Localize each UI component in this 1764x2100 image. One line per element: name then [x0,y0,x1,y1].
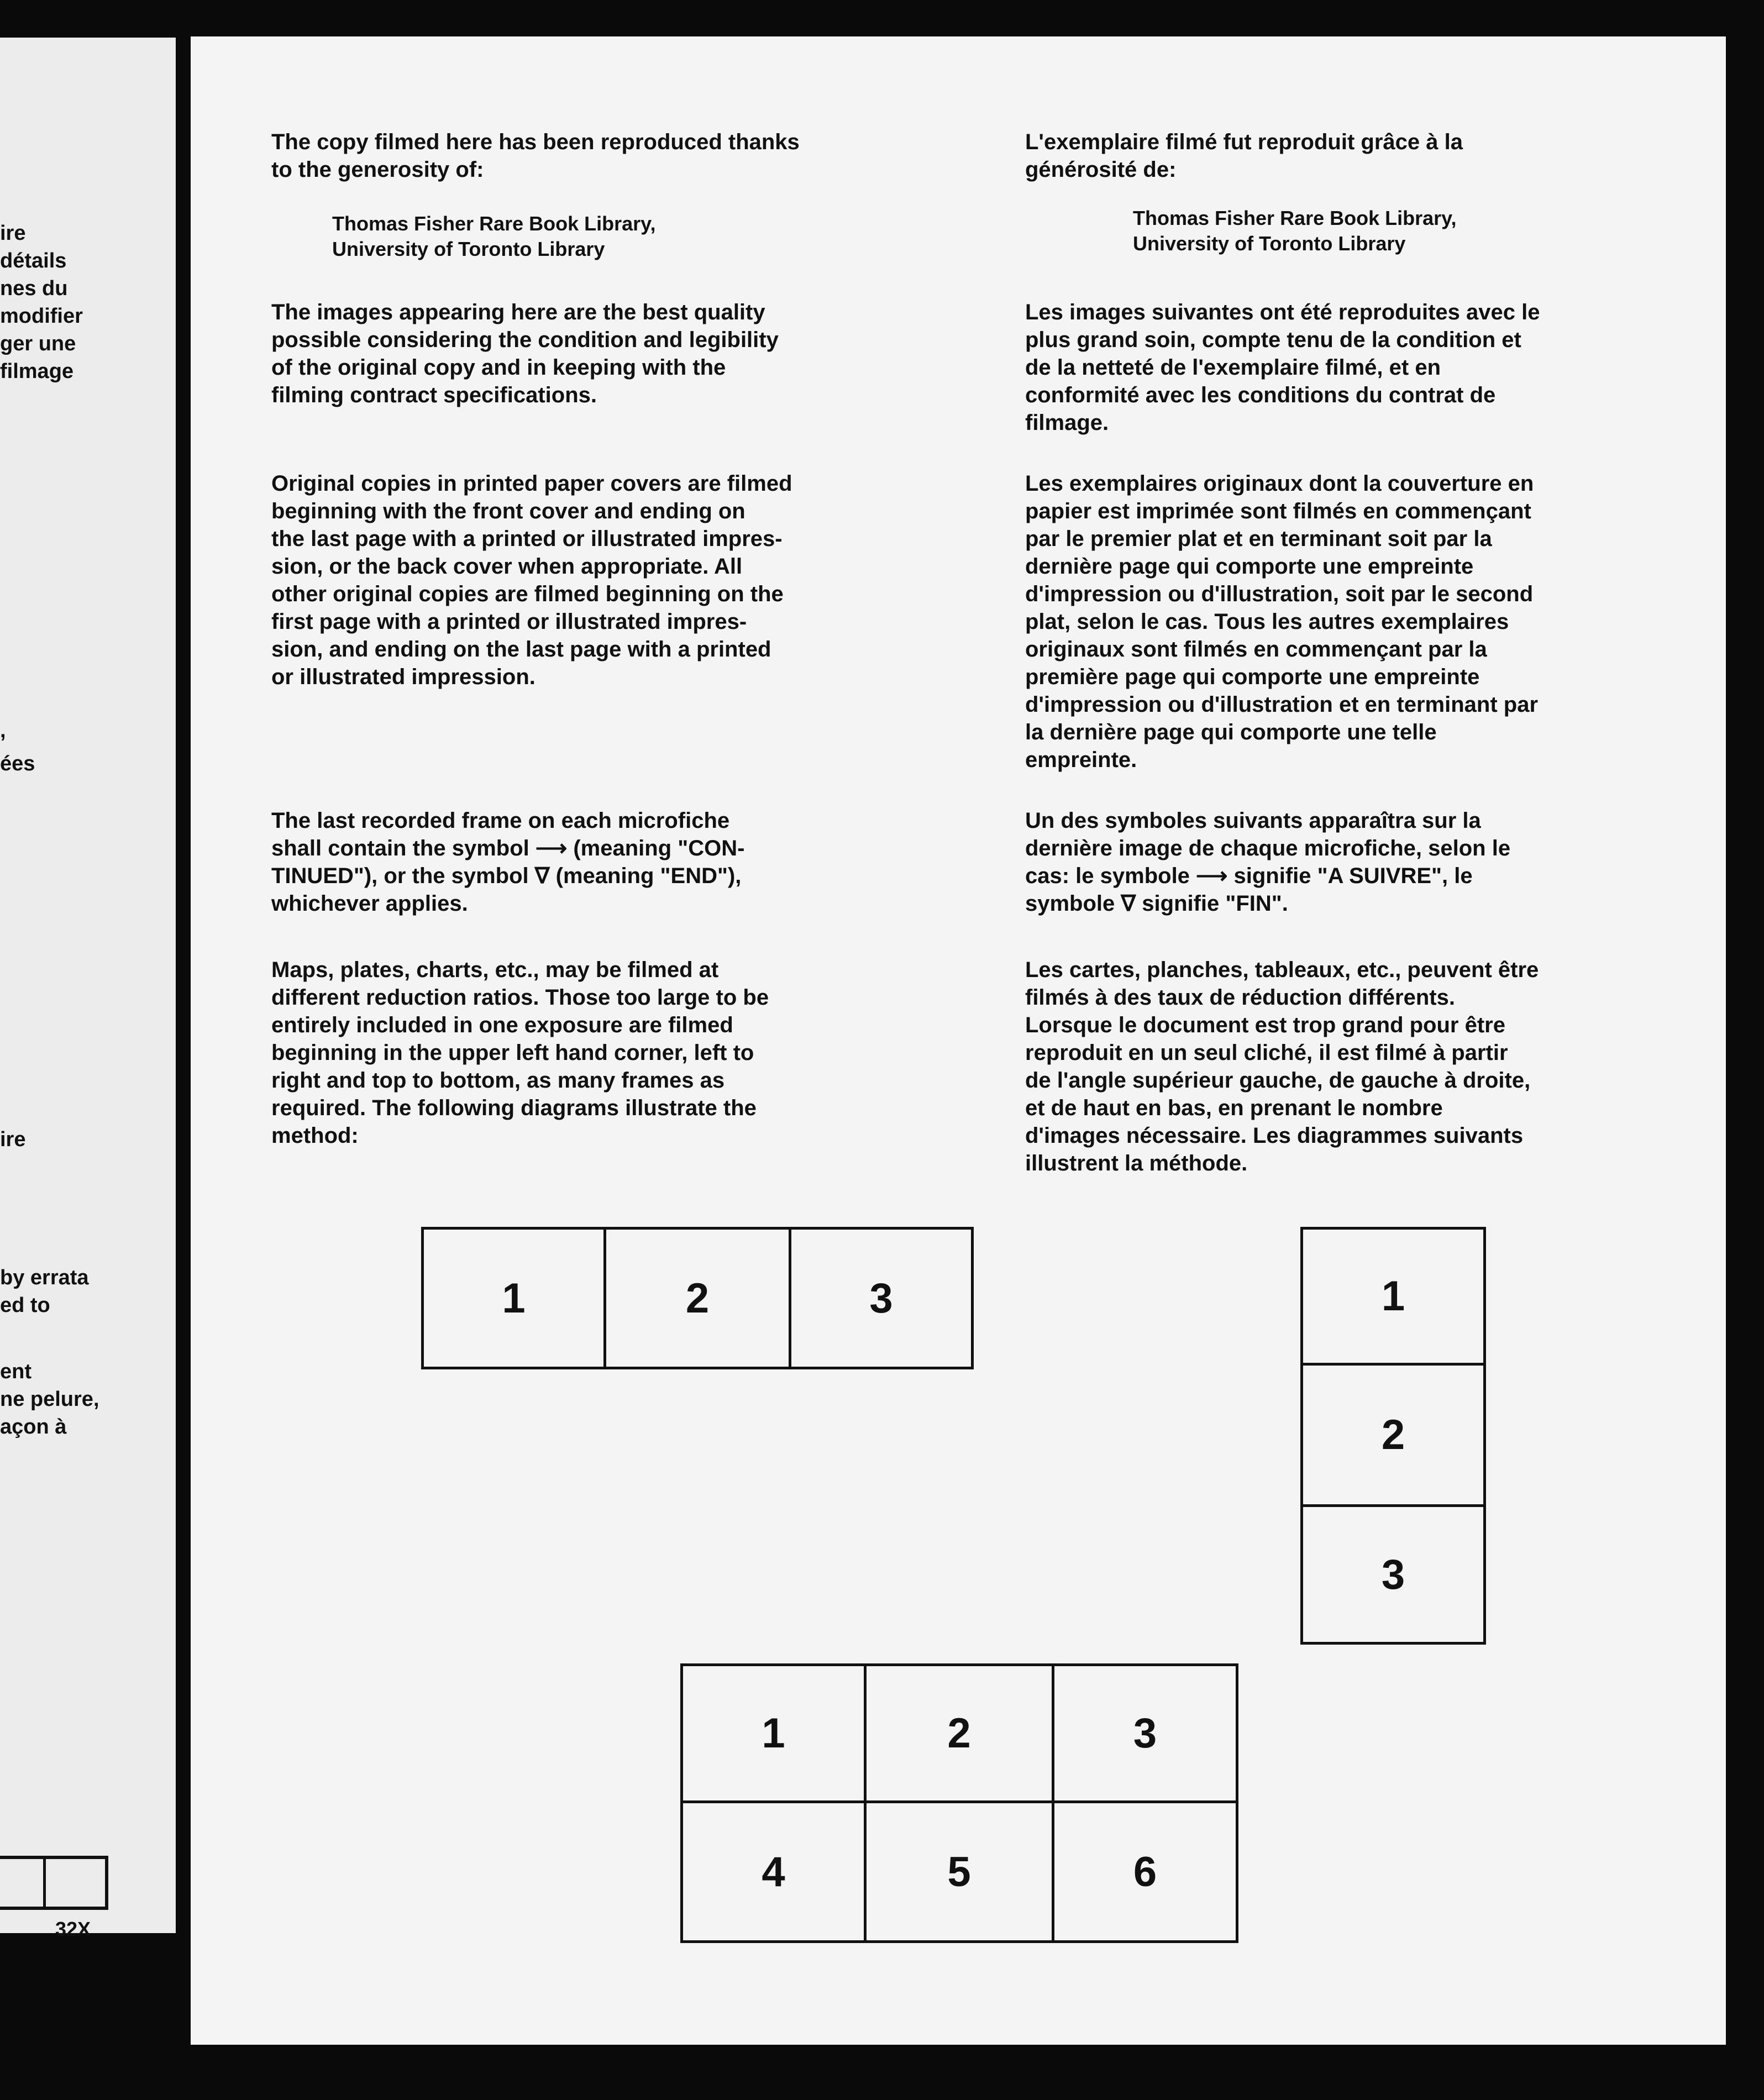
left-fragment-5: ger une [0,332,76,355]
left-fragment-4: modifier [0,305,83,328]
left-fragment-3: nes du [0,277,68,300]
left-fragment-6: filmage [0,360,74,383]
frame-cell: 6 [1133,1848,1157,1896]
frame-cell: 1 [683,1666,867,1803]
left-fragment-11: ed to [0,1294,50,1317]
horizontal-frame-diagram [421,1227,974,1369]
frame-cell: 1 [1303,1230,1483,1366]
french-symbols: Un des symboles suivants apparaîtra sur la dernière image de chaque microfiche, selon le cas: le symbole ⟶ signifie "A SUIVRE", le symbole ∇ signifie "FIN". [1025,809,1511,916]
left-fragment-12: ent [0,1360,32,1383]
frame-cell: 4 [683,1803,867,1940]
grid-frame-diagram [680,1663,1238,1943]
english-intro: The copy filmed here has been reproduced thanks to the generosity of: [271,130,800,182]
english-symbols: The last recorded frame on each microfiche shall contain the symbol ⟶ (meaning "CON- TINUED"), or the symbol ∇ (meaning "END"), whichever applies. [271,809,745,916]
frame-cell: 3 [869,1274,893,1322]
french-maps: Les cartes, planches, tableaux, etc., peuvent être filmés à des taux de réduction différents. Lorsque le document est trop grand pour être reproduit en un seul cliché, il est filmé à partir de l'angle supérieur gauche, de gauche à droite, et de haut en bas, en prenant le nombre d'images nécessaire. Les diagrammes suivants illustrent la méthode. [1025,958,1539,1175]
frame-cell: 1 [424,1230,606,1367]
left-fragment-7: , [0,719,6,742]
english-library-name: Thomas Fisher Rare Book Library, University of Toronto Library [332,212,656,260]
frame-cell: 2 [867,1666,1054,1803]
reduction-label: 32X [55,1918,91,1940]
french-library-name: Thomas Fisher Rare Book Library, University of Toronto Library [1133,207,1457,255]
frame-cell: 3 [1054,1666,1236,1803]
frame-cell: 5 [867,1803,1054,1940]
french-quality: Les images suivantes ont été reproduites avec le plus grand soin, compte tenu de la condition et de la netteté de l'exemplaire filmé, et en conformité avec les conditions du contrat de filmage. [1025,300,1540,435]
left-fragment-2: détails [0,249,67,272]
frame-cell: 2 [1303,1366,1483,1507]
frame-cell: 3 [1381,1551,1405,1598]
vertical-frame-diagram [1300,1227,1486,1645]
french-intro: L'exemplaire filmé fut reproduit grâce à la générosité de: [1025,130,1463,182]
left-fragment-14: açon à [0,1415,67,1439]
main-page [191,36,1726,2045]
left-fragment-13: ne pelure, [0,1388,99,1411]
french-covers: Les exemplaires originaux dont la couverture en papier est imprimée sont filmés en commençant par le premier plat et en terminant soit par la dernière page qui comporte une empreinte d'impression ou d'illustration, soit par le second plat, selon le cas. Tous les autres exemplaires originaux sont filmés en commençant par la première page qui comporte une empreinte d'impression ou d'illustration et en terminant par la dernière page qui comporte une telle empreinte. [1025,471,1539,772]
left-fragment-8: ées [0,752,35,775]
left-page-fragment [0,38,176,1940]
left-fragment-10: by errata [0,1266,89,1289]
english-quality: The images appearing here are the best quality possible considering the condition and legibility of the original copy and in keeping with the filming contract specifications. [271,300,779,407]
english-maps: Maps, plates, charts, etc., may be filmed at different reduction ratios. Those too large to be entirely included in one exposure are filmed beginning in the upper left hand corner, left to right and top to bottom, as many frames as required. The following diagrams illustrate the method: [271,958,769,1148]
frame-cell: 2 [606,1230,791,1367]
left-frame-grid [0,1856,108,1910]
english-covers: Original copies in printed paper covers are filmed beginning with the front cover and ending on the last page with a printed or illustrated impres- sion, or the back cover when appropriate. All other original copies are filmed beginning on the first page with a printed or illustrated impres- sion, and ending on the last page with a printed or illustrated impression. [271,471,792,689]
left-fragment-1: ire [0,222,26,245]
left-fragment-9: ire [0,1128,26,1151]
